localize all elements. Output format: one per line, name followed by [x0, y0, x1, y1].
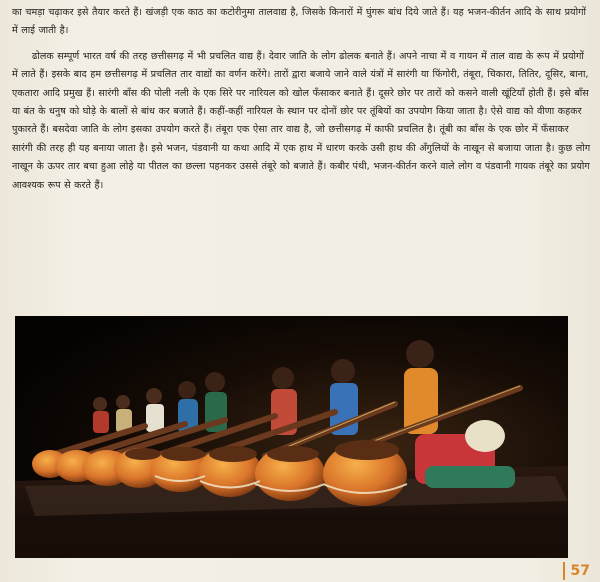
body-text — [12, 4, 592, 195]
paragraph-khanjari: का चमड़ा चढ़ाकर इसे तैयार करते हैं। खंजड़ी एक काठ का कटोरीनुमा तालवाद्य है, जिसके किनारों में घुंगरू बांध दिये जाते हैं। यह भजन-कीर्तन आदि के साथ प्रयोगों में लाई जाती है। — [12, 7, 586, 37]
veena-ensemble-illustration — [15, 316, 568, 558]
page-number: 57 — [563, 562, 590, 580]
paragraph-dholak-string-instruments: ढोलक सम्पूर्ण भारत वर्ष की तरह छत्तीसगढ़ में भी प्रचलित वाद्य हैं। देवार जाति के लोग ढोलक बनाते हैं। अपने नाचा में व गायन में ताल वाद्य के रूप में प्रयोगों में लाते हैं। इसके बाद हम छत्तीसगढ़ में प्रचलित तार वाद्यों का वर्णन करेंगे। तारों द्वारा बजाये जाने वाले यंत्रों में सारंगी या फिंगोरी, तंबूरा, चिकारा, तितिर, दूसिर, बाना, एकतारा आदि प्रमुख हैं। सारंगी बाँस की पोली नली के एक सिरे पर नारियल को खोल फँसाकर बनाते हैं। दूसरे छोर पर तारों को कसने वाली खूंटियाँ होती हैं। इसे बाँस या बंत के धनुष को घोड़े के बालों से बांध कर बजाते हैं। कहीं-कहीं नारियल के स्थान पर दोनों छोर पर तूंबियों का उपयोग किया जाता है। ऐसे वाद्य को वीणा कहकर पुकारते हैं। बसदेवा जाति के लोग इसका उपयोग करते हैं। तंबूरा एक ऐसा तार वाद्य है, जो छत्तीसगढ़ में काफी प्रचलित है। तूंबी का बाँस के एक छोर में फँसाकर सारंगी की तरह ही यह बनाया जाता है। इसे भजन, पंडवानी या कथा आदि में एक हाथ में धारण करके उसी हाथ की अँगुलियों के नाखून से बजाया जाता है। कुछ लोग नाखून के ऊपर तार बचा हुआ लोहे या पीतल का छल्ला पहनकर उससे तंबूरे को बजाते हैं। कबीर पंथी, भजन-कीर्तन करने वाले लोग व पंडवानी गायक तंबूरे का प्रयोग आवश्यक रूप से करते हैं। — [12, 50, 591, 191]
performers-photo — [15, 316, 568, 558]
